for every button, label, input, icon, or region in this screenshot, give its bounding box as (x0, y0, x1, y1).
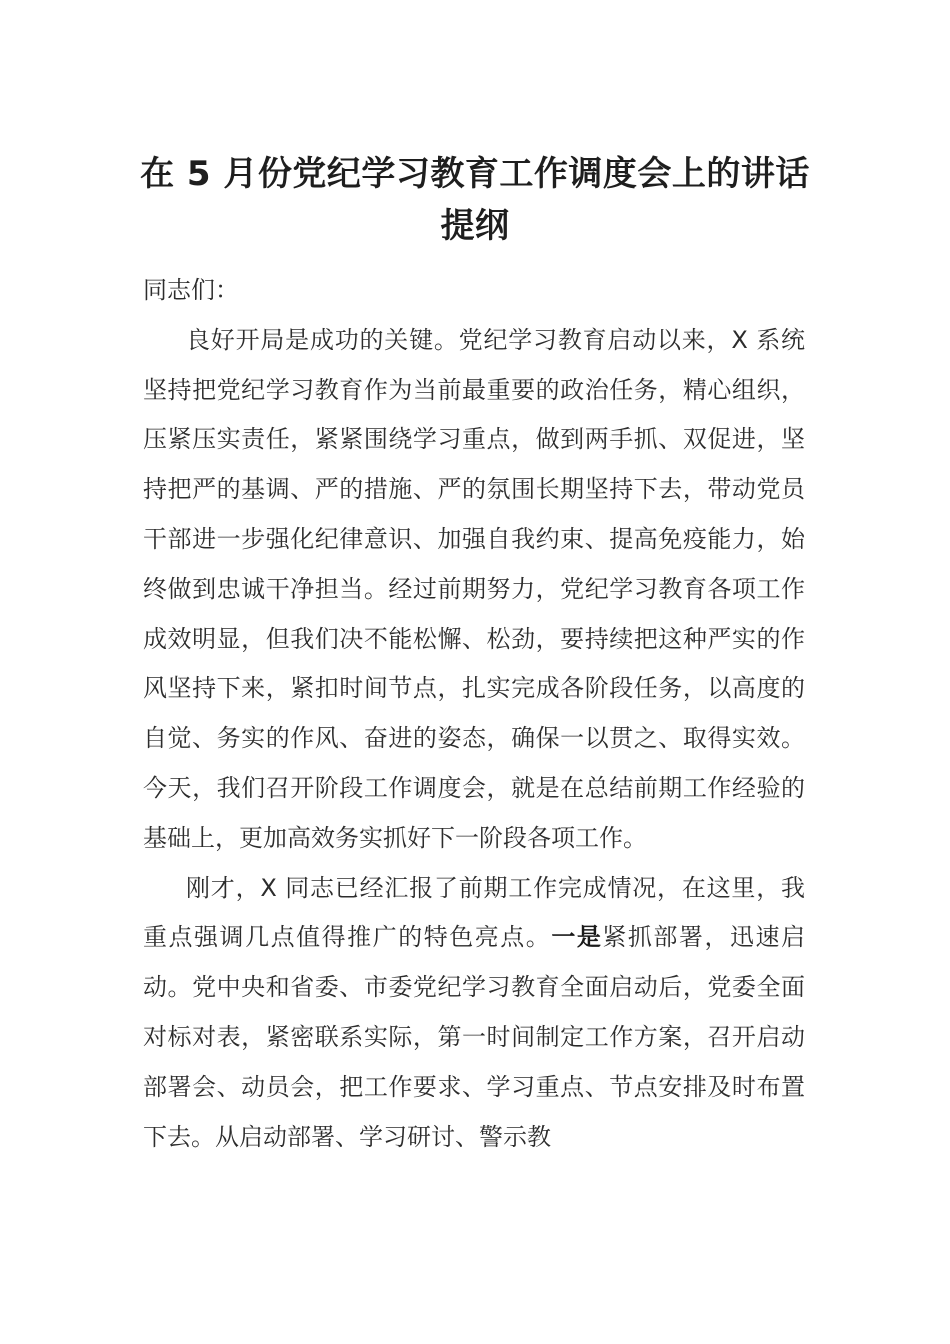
document-body (143, 266, 805, 1162)
point-one-marker: 一是 (551, 923, 603, 952)
salutation: 同志们： (143, 276, 239, 304)
paragraph-highlights-lead: 刚才，X 同志已经汇报了前期工作完成情况，在这里，我重点强调几点值得推广的特色亮点。 (143, 873, 805, 952)
document-title: 在 5 月份党纪学习教育工作调度会上的讲话提纲 (140, 154, 810, 246)
paragraph-opening: 良好开局是成功的关键。党纪学习教育启动以来，X 系统坚持把党纪学习教育作为当前最重要的政治任务，精心组织，压紧压实责任，紧紧围绕学习重点，做到两手抓、双促进，坚持把严的基调、严的措施、严的氛围长期坚持下去，带动党员干部进一步强化纪律意识、加强自我约束、提高免疫能力，始终做到忠诚干净担当。经过前期努力，党纪学习教育各项工作成效明显，但我们决不能松懈、松劲，要持续把这种严实的作风坚持下来，紧扣时间节点，扎实完成各阶段任务，以高度的自觉、务实的作风、奋进的姿态，确保一以贯之、取得实效。今天，我们召开阶段工作调度会，就是在总结前期工作经验的基础上，更加高效务实抓好下一阶段各项工作。 (143, 325, 805, 852)
paragraph-highlights (143, 864, 805, 1163)
paragraph-highlights-rest: 紧抓部署，迅速启动。党中央和省委、市委党纪学习教育全面启动后，党委全面对标对表，紧密联系实际，第一时间制定工作方案，召开启动部署会、动员会，把工作要求、学习重点、节点安排及时布置下去。从启动部署、学习研讨、警示教 (143, 923, 806, 1151)
